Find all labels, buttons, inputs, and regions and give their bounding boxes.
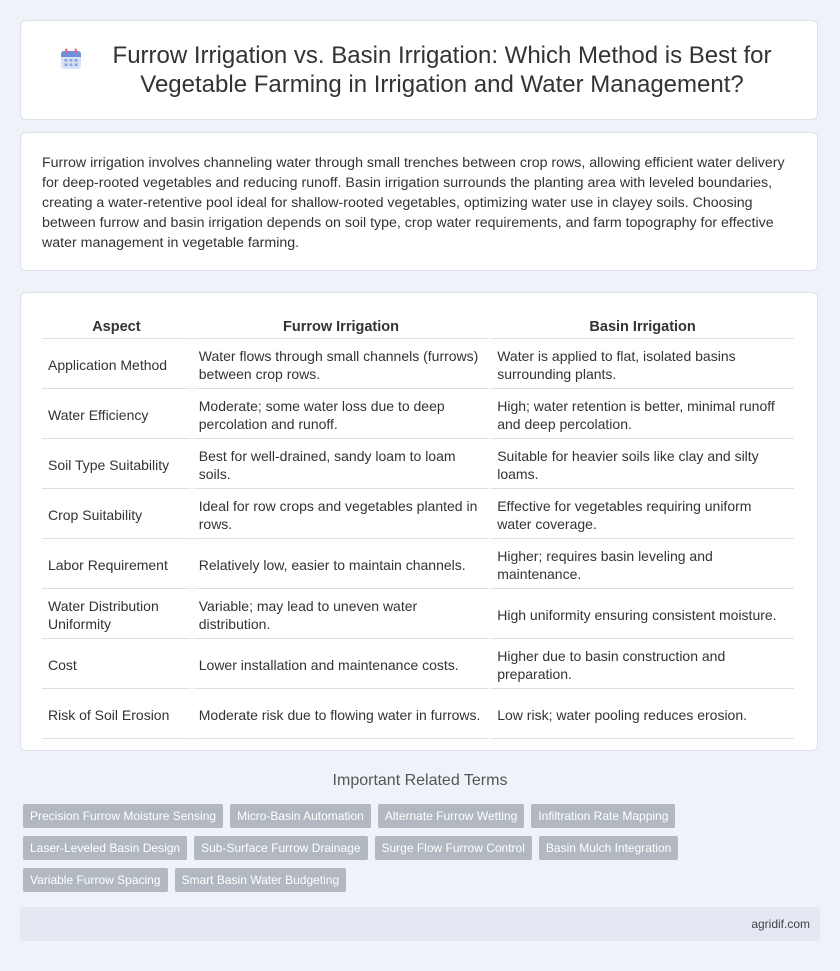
aspect-cell: Application Method	[42, 341, 191, 389]
aspect-cell: Risk of Soil Erosion	[42, 691, 191, 739]
table-row	[42, 491, 794, 539]
table-row	[42, 541, 794, 589]
related-term-tag[interactable]: Variable Furrow Spacing	[23, 868, 168, 892]
table-header-row	[42, 313, 794, 339]
related-term-tag[interactable]: Alternate Furrow Wetting	[378, 804, 525, 828]
page-title: Furrow Irrigation vs. Basin Irrigation: Which Method is Best for Vegetable Farming in Irrigation and Water Management?	[112, 42, 772, 98]
footer	[20, 907, 820, 941]
related-term-tag[interactable]: Basin Mulch Integration	[539, 836, 678, 860]
furrow-cell: Relatively low, easier to maintain channels.	[193, 541, 489, 589]
furrow-cell: Best for well-drained, sandy loam to loam soils.	[193, 441, 489, 489]
header-aspect: Aspect	[42, 313, 191, 339]
furrow-cell: Moderate risk due to flowing water in furrows.	[193, 691, 489, 739]
furrow-cell: Variable; may lead to uneven water distribution.	[193, 591, 489, 639]
comparison-table	[40, 311, 796, 741]
title-wrap	[59, 41, 779, 99]
table-row	[42, 641, 794, 689]
aspect-cell: Cost	[42, 641, 191, 689]
basin-cell: Water is applied to flat, isolated basins surrounding plants.	[491, 341, 794, 389]
header-basin: Basin Irrigation	[491, 313, 794, 339]
header-furrow: Furrow Irrigation	[193, 313, 489, 339]
furrow-cell: Moderate; some water loss due to deep percolation and runoff.	[193, 391, 489, 439]
intro-card	[20, 132, 818, 271]
aspect-cell: Soil Type Suitability	[42, 441, 191, 489]
related-term-tag[interactable]: Laser-Leveled Basin Design	[23, 836, 187, 860]
table-row	[42, 341, 794, 389]
furrow-cell: Ideal for row crops and vegetables planted in rows.	[193, 491, 489, 539]
basin-cell: High; water retention is better, minimal runoff and deep percolation.	[491, 391, 794, 439]
related-terms-list	[23, 804, 713, 892]
basin-cell: Higher; requires basin leveling and maintenance.	[491, 541, 794, 589]
table-row	[42, 391, 794, 439]
basin-cell: High uniformity ensuring consistent moisture.	[491, 591, 794, 639]
related-term-tag[interactable]: Smart Basin Water Budgeting	[175, 868, 347, 892]
related-terms-heading: Important Related Terms	[332, 772, 508, 789]
related-term-tag[interactable]: Precision Furrow Moisture Sensing	[23, 804, 223, 828]
table-row	[42, 591, 794, 639]
calendar-icon	[59, 47, 83, 71]
table-row	[42, 691, 794, 739]
aspect-cell: Crop Suitability	[42, 491, 191, 539]
table-row	[42, 441, 794, 489]
footer-site-name[interactable]: agridif.com	[751, 917, 810, 931]
aspect-cell: Water Distribution Uniformity	[42, 591, 191, 639]
aspect-cell: Water Efficiency	[42, 391, 191, 439]
related-term-tag[interactable]: Surge Flow Furrow Control	[375, 836, 532, 860]
furrow-cell: Lower installation and maintenance costs.	[193, 641, 489, 689]
basin-cell: Low risk; water pooling reduces erosion.	[491, 691, 794, 739]
furrow-cell: Water flows through small channels (furrows) between crop rows.	[193, 341, 489, 389]
aspect-cell: Labor Requirement	[42, 541, 191, 589]
basin-cell: Suitable for heavier soils like clay and silty loams.	[491, 441, 794, 489]
related-term-tag[interactable]: Micro-Basin Automation	[230, 804, 371, 828]
intro-paragraph: Furrow irrigation involves channeling water through small trenches between crop rows, allowing efficient water delivery for deep-rooted vegetables and reducing runoff. Basin irrigation surrounds the planting area with leveled boundaries, creating a water-retentive pool ideal for shallow-rooted vegetables, optimizing water use in clayey soils. Choosing between furrow and basin irrigation depends on soil type, crop water requirements, and farm topography for effective water management in vegetable farming.	[42, 155, 785, 251]
comparison-card	[20, 292, 818, 751]
basin-cell: Effective for vegetables requiring uniform water coverage.	[491, 491, 794, 539]
basin-cell: Higher due to basin construction and preparation.	[491, 641, 794, 689]
related-term-tag[interactable]: Infiltration Rate Mapping	[531, 804, 675, 828]
title-card	[20, 20, 818, 120]
related-term-tag[interactable]: Sub-Surface Furrow Drainage	[194, 836, 367, 860]
